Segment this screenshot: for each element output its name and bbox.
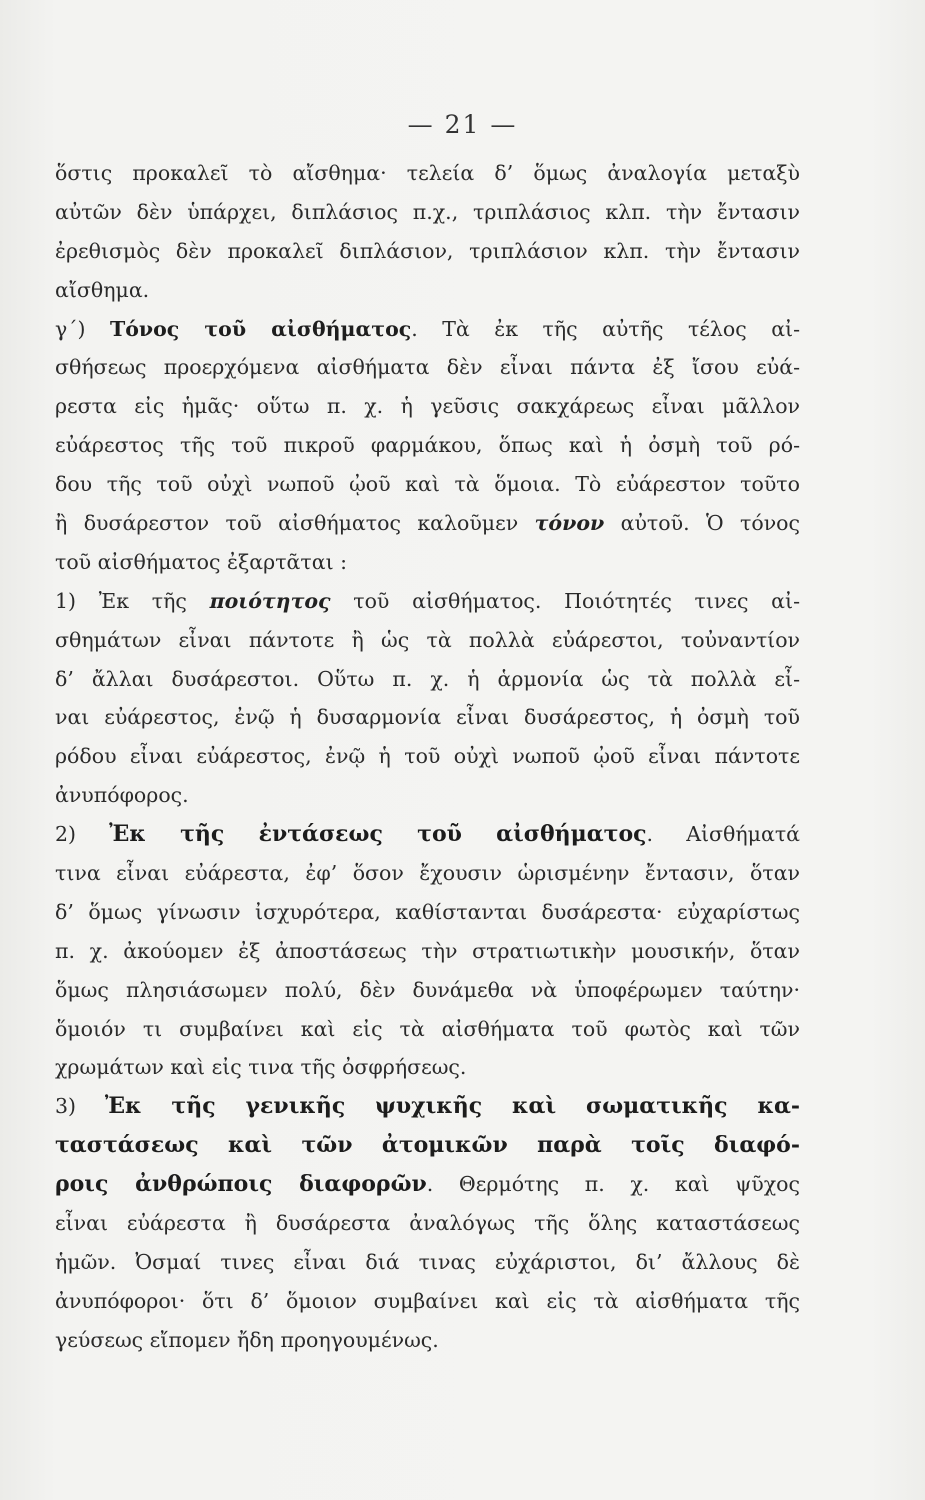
section-heading: Τόνος τοῦ αἰσθήματος <box>109 316 412 341</box>
line-text: αἴσθημα. <box>55 277 150 302</box>
text-line <box>55 698 800 737</box>
line-text: ρόδου εἶναι εὐάρεστος, ἐνῷ ἡ τοῦ οὐχὶ νωποῦ ᾠοῦ εἶναι πάντοτε <box>55 744 800 769</box>
text-line <box>55 426 800 465</box>
line-text: εἶναι εὐάρεστα ἢ δυσάρεστα ἀναλόγως τῆς ὅλης καταστάσεως <box>55 1211 800 1236</box>
body-text <box>55 154 800 1360</box>
line-text: . Τὰ ἐκ τῆς αὐτῆς τέλος αἰ- <box>411 316 800 341</box>
text-line <box>55 465 800 504</box>
line-text: π. χ. ἀκούομεν ἐξ ἀποστάσεως τὴν στρατιωτικὴν μουσικήν, ὅταν <box>55 938 800 963</box>
line-text: εὐάρεστος τῆς τοῦ πικροῦ φαρμάκου, ὅπως καὶ ἡ ὀσμὴ τοῦ ρό- <box>55 433 800 458</box>
line-suffix: αὐτοῦ. Ὁ τόνος <box>604 511 800 536</box>
text-line <box>55 893 800 932</box>
line-text: ναι εὐάρεστος, ἐνῷ ἡ δυσαρμονία εἶναι δυσάρεστος, ἡ ὀσμὴ τοῦ <box>55 705 800 730</box>
text-line <box>55 1010 800 1049</box>
text-line <box>55 310 800 349</box>
section-heading: Ἐκ τῆς ἐντάσεως τοῦ αἰσθήματος <box>109 821 647 848</box>
text-line <box>55 776 800 815</box>
line-prefix: 3) <box>55 1094 105 1119</box>
line-text: ἐρεθισμὸς δὲν προκαλεῖ διπλάσιον, τριπλάσιον κλπ. τὴν ἔντασιν <box>55 238 800 263</box>
line-text: τοῦ αἰσθήματος. Ποιότητές τινες αἰ- <box>330 588 800 613</box>
text-line <box>55 1087 800 1126</box>
section-heading: ταστάσεως καὶ τῶν ἀτομικῶν παρὰ τοῖς διαφό- <box>55 1132 800 1159</box>
text-line <box>55 387 800 426</box>
text-line <box>55 660 800 699</box>
line-text: τινα εἶναι εὐάρεστα, ἐφ’ ὅσον ἔχουσιν ὡρισμένην ἔντασιν, ὅταν <box>55 861 800 886</box>
line-text: ἢ δυσάρεστον τοῦ αἰσθήματος καλοῦμεν <box>55 511 535 536</box>
line-text: . Αἰσθήματά <box>646 822 800 847</box>
line-text: δ’ ἄλλαι δυσάρεστοι. Οὕτω π. χ. ἡ ἁρμονία ὡς τὰ πολλὰ εἶ- <box>55 666 800 691</box>
line-text: σθημάτων εἶναι πάντοτε ἢ ὡς τὰ πολλὰ εὐάρεστοι, τοὐναντίον <box>55 627 800 652</box>
line-text: . Θερμότης π. χ. καὶ ψῦχος <box>426 1172 800 1197</box>
text-line <box>55 1048 800 1087</box>
text-line <box>55 971 800 1010</box>
text-line <box>55 1243 800 1282</box>
line-text: ὅμως πλησιάσωμεν πολύ, δὲν δυνάμεθα νὰ ὑποφέρωμεν ταύτην· <box>55 977 800 1002</box>
text-line <box>55 271 800 310</box>
text-line <box>55 621 800 660</box>
line-text: δου τῆς τοῦ οὐχὶ νωποῦ ᾠοῦ καὶ τὰ ὅμοια. Τὸ εὐάρεστον τοῦτο <box>55 472 800 497</box>
text-line <box>55 1204 800 1243</box>
text-line <box>55 854 800 893</box>
line-text: σθήσεως προερχόμενα αἰσθήματα δὲν εἶναι πάντα ἐξ ἴσου εὐά- <box>55 355 800 380</box>
line-text: γεύσεως εἴπομεν ἤδη προηγουμένως. <box>55 1327 439 1352</box>
text-line <box>55 193 800 232</box>
text-line <box>55 348 800 387</box>
text-line <box>55 582 800 621</box>
line-text: ἀνυπόφορος. <box>55 783 189 808</box>
text-line <box>55 932 800 971</box>
line-text: δ’ ὅμως γίνωσιν ἰσχυρότερα, καθίστανται δυσάρεστα· εὐχαρίστως <box>55 899 800 924</box>
text-line <box>55 232 800 271</box>
line-text: ἀνυπόφοροι· ὅτι δ’ ὅμοιον συμβαίνει καὶ εἰς τὰ αἰσθήματα τῆς <box>55 1288 800 1313</box>
section-heading: Ἐκ τῆς γενικῆς ψυχικῆς καὶ σωματικῆς κα- <box>104 1093 801 1120</box>
emphasis-term: τόνον <box>534 511 605 536</box>
text-line <box>55 1282 800 1321</box>
line-text: αὐτῶν δὲν ὑπάρχει, διπλάσιος π.χ., τριπλάσιος κλπ. τὴν ἔντασιν <box>55 199 800 224</box>
text-line <box>55 504 800 543</box>
text-line <box>55 1126 800 1165</box>
text-line <box>55 154 800 193</box>
text-line <box>55 737 800 776</box>
line-text: τοῦ αἰσθήματος ἐξαρτᾶται : <box>55 549 348 574</box>
text-line <box>55 1165 800 1204</box>
emphasis-term: ποιότητος <box>209 588 331 613</box>
text-line <box>55 815 800 854</box>
line-prefix: 2) <box>55 822 110 847</box>
line-prefix: 1) Ἐκ τῆς <box>55 588 210 613</box>
page-number: — 21 — <box>407 110 518 139</box>
line-text: ρεστα εἰς ἡμᾶς· οὕτω π. χ. ἡ γεῦσις σακχάρεως εἶναι μᾶλλον <box>55 394 800 419</box>
line-text: χρωμάτων καὶ εἰς τινα τῆς ὀσφρήσεως. <box>55 1055 467 1080</box>
text-line <box>55 543 800 582</box>
line-text: ὅμοιόν τι συμβαίνει καὶ εἰς τὰ αἰσθήματα τοῦ φωτὸς καὶ τῶν <box>55 1016 800 1041</box>
line-prefix: γ΄) <box>55 316 110 341</box>
section-heading: ροις ἀνθρώποις διαφορῶν <box>55 1171 427 1198</box>
line-text: ὅστις προκαλεῖ τὸ αἴσθημα· τελεία δ’ ὅμως ἀναλογία μεταξὺ <box>55 161 800 185</box>
line-text: ἡμῶν. Ὀσμαί τινες εἶναι διά τινας εὐχάριστοι, δι’ ἄλλους δὲ <box>55 1249 800 1274</box>
text-line <box>55 1321 800 1360</box>
